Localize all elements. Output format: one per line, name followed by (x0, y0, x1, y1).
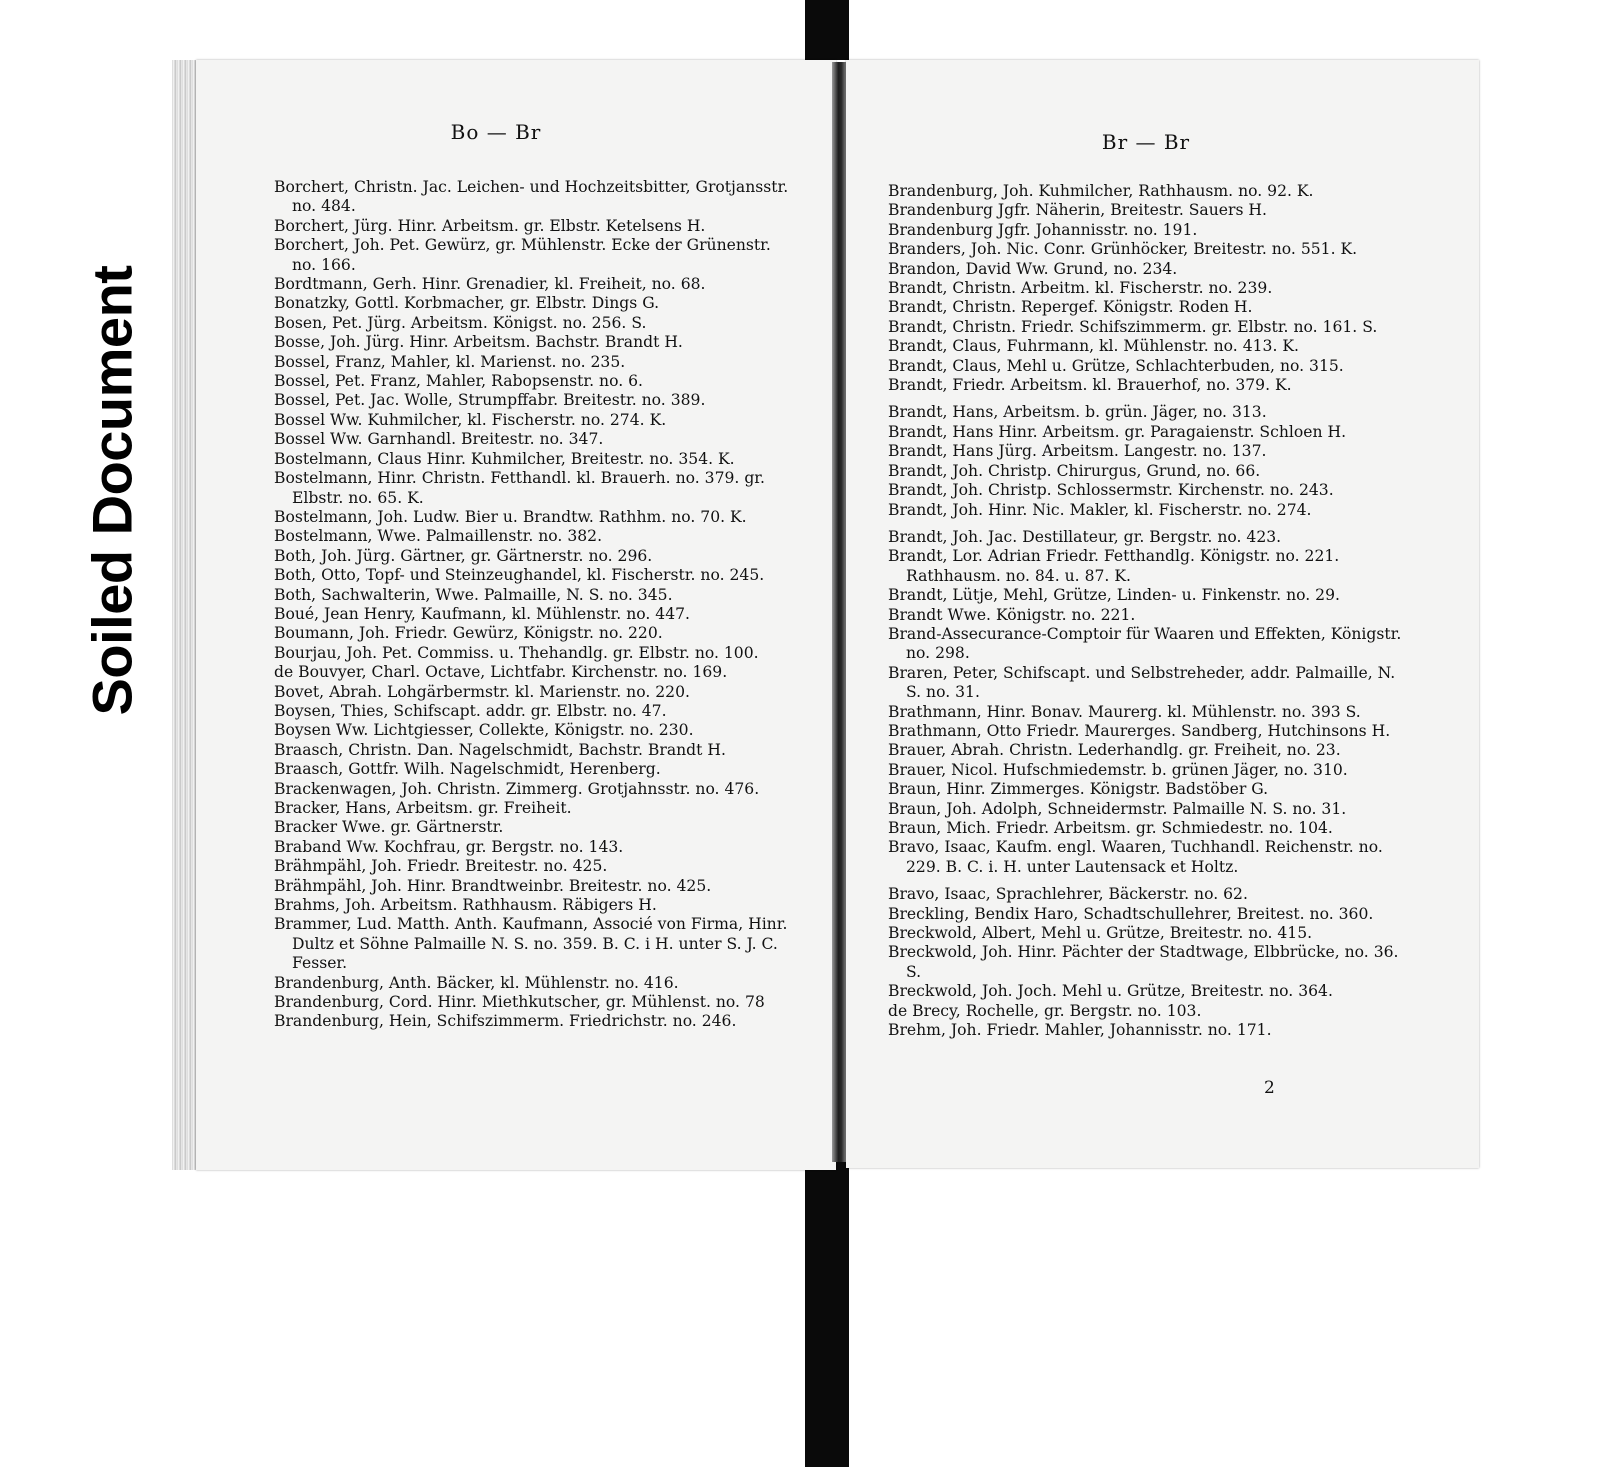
directory-entry: Breckling, Bendix Haro, Schadtschullehrer, Breitest. no. 360. (888, 904, 1374, 923)
directory-entry: Bostelmann, Joh. Ludw. Bier u. Brandtw. Rathhm. no. 70. K. (274, 507, 747, 526)
directory-entry: Bostelmann, Hinr. Christn. Fetthandl. kl. Brauerh. no. 379. gr. Elbstr. no. 65. K. (274, 469, 766, 507)
directory-entry: Braun, Joh. Adolph, Schneidermstr. Palmaille N. S. no. 31. (888, 799, 1347, 818)
right-page-entries (888, 182, 1408, 1040)
directory-entry: Brammer, Lud. Matth. Anth. Kaufmann, Associé von Firma, Hinr. Dultz et Söhne Palmaille N. S. no. 359. B. C. i H. unter S. J. C. Fesser. (274, 915, 788, 973)
directory-entry: Brandenburg Jgfr. Johannisstr. no. 191. (888, 220, 1198, 239)
directory-entry: Bracker Wwe. gr. Gärtnerstr. (274, 818, 504, 837)
directory-entry: Brandt, Joh. Christp. Schlossermstr. Kirchenstr. no. 243. (888, 481, 1334, 500)
directory-entry: Brand-Assecurance-Comptoir für Waaren und Effekten, Königstr. no. 298. (888, 624, 1402, 663)
directory-entry: Brehm, Joh. Friedr. Mahler, Johannisstr. no. 171. (888, 1021, 1272, 1040)
directory-entry: Brauer, Abrah. Christn. Lederhandlg. gr. Freiheit, no. 23. (888, 741, 1341, 760)
directory-entry: Brähmpähl, Joh. Friedr. Breitestr. no. 425. (274, 857, 608, 876)
directory-entry: Braasch, Gottfr. Wilh. Nagelschmidt, Herenberg. (274, 760, 661, 779)
directory-entry: Boysen, Thies, Schifscapt. addr. gr. Elbstr. no. 47. (274, 701, 667, 720)
directory-entry: Bordtmann, Gerh. Hinr. Grenadier, kl. Freiheit, no. 68. (274, 275, 706, 294)
directory-entry: Brandt, Hans Jürg. Arbeitsm. Langestr. no. 137. (888, 442, 1267, 461)
directory-entry: Brandt, Lor. Adrian Friedr. Fetthandlg. Königstr. no. 221. Rathhausm. no. 84. u. 87. K. (888, 547, 1340, 585)
right-page-header: Br — Br (1101, 130, 1191, 154)
directory-entry: Bossel Ww. Kuhmilcher, kl. Fischerstr. no. 274. K. (274, 410, 667, 429)
directory-entry: Bosse, Joh. Jürg. Hinr. Arbeitsm. Bachstr. Brandt H. (274, 333, 683, 352)
directory-entry: Brandt, Joh. Hinr. Nic. Makler, kl. Fischerstr. no. 274. (888, 500, 1312, 519)
directory-entry: Bossel, Franz, Mahler, kl. Marienst. no. 235. (274, 352, 626, 371)
directory-entry: Brathmann, Hinr. Bonav. Maurerg. kl. Mühlenstr. no. 393 S. (888, 702, 1361, 721)
directory-entry: Borchert, Jürg. Hinr. Arbeitsm. gr. Elbstr. Ketelsens H. (274, 216, 706, 235)
directory-entry: Brauer, Nicol. Hufschmiedemstr. b. grünen Jäger, no. 310. (888, 760, 1348, 779)
directory-entry: Brandt, Lütje, Mehl, Grütze, Linden- u. Finkenstr. no. 29. (888, 586, 1340, 605)
right-page (846, 60, 1479, 1168)
directory-entry: Boumann, Joh. Friedr. Gewürz, Königstr. no. 220. (274, 624, 663, 643)
directory-entry: de Brecy, Rochelle, gr. Bergstr. no. 103. (888, 1001, 1202, 1020)
directory-entry: Both, Otto, Topf- und Steinzeughandel, kl. Fischerstr. no. 245. (274, 566, 765, 585)
directory-entry: Braun, Mich. Friedr. Arbeitsm. gr. Schmiedestr. no. 104. (888, 819, 1333, 837)
directory-entry: Brandt, Hans Hinr. Arbeitsm. gr. Paragaienstr. Schloen H. (888, 422, 1347, 441)
directory-entry: Braun, Hinr. Zimmerges. Königstr. Badstöber G. (888, 780, 1269, 799)
directory-entry: Bovet, Abrah. Lohgärbermstr. kl. Marienstr. no. 220. (274, 682, 690, 701)
directory-entry: Brandt, Christn. Friedr. Schifszimmerm. gr. Elbstr. no. 161. S. (888, 317, 1378, 336)
directory-entry: Borchert, Joh. Pet. Gewürz, gr. Mühlenstr. Ecke der Grünenstr. no. 166. (274, 236, 771, 274)
directory-entry: Brandon, David Ww. Grund, no. 234. (888, 259, 1178, 278)
binding-strip-top (805, 0, 849, 60)
directory-entry: Bostelmann, Claus Hinr. Kuhmilcher, Breitestr. no. 354. K. (274, 449, 735, 468)
soiled-document-stamp (62, 240, 162, 740)
directory-entry: Brandt, Joh. Christp. Chirurgus, Grund, no. 66. (888, 461, 1261, 480)
directory-entry: Braren, Peter, Schifscapt. und Selbstreheder, addr. Palmaille, N. S. no. 31. (888, 663, 1396, 702)
directory-entry: Bossel Ww. Garnhandl. Breitestr. no. 347. (274, 430, 604, 449)
left-page (196, 60, 836, 1170)
binding-strip-bottom (805, 1158, 849, 1467)
directory-entry: Brandt, Joh. Jac. Destillateur, gr. Bergstr. no. 423. (888, 527, 1282, 546)
directory-entry: Brackenwagen, Joh. Christn. Zimmerg. Grotjahnsstr. no. 476. (274, 779, 760, 798)
directory-entry: Branders, Joh. Nic. Conr. Grünhöcker, Breitestr. no. 551. K. (888, 240, 1358, 259)
left-page-header: Bo — Br (450, 120, 542, 144)
directory-entry: Both, Sachwalterin, Wwe. Palmaille, N. S. no. 345. (274, 585, 673, 604)
directory-entry: Brandenburg, Hein, Schifszimmerm. Friedrichstr. no. 246. (274, 1012, 737, 1031)
directory-entry: Brandenburg Jgfr. Näherin, Breitestr. Sauers H. (888, 201, 1267, 220)
directory-entry: Bossel, Pet. Franz, Mahler, Rabopsenstr. no. 6. (274, 372, 643, 391)
directory-entry: Brandenburg, Joh. Kuhmilcher, Rathhausm. no. 92. K. (888, 182, 1314, 200)
directory-entry: Brandt, Friedr. Arbeitsm. kl. Brauerhof, no. 379. K. (888, 376, 1292, 395)
directory-entry: Boysen Ww. Lichtgiesser, Collekte, Königstr. no. 230. (274, 721, 694, 740)
page-number: 2 (1264, 1078, 1275, 1098)
directory-entry: Brandenburg, Anth. Bäcker, kl. Mühlenstr. no. 416. (274, 973, 679, 992)
directory-entry: Bravo, Isaac, Kaufm. engl. Waaren, Tuchhandl. Reichenstr. no. 229. B. C. i. H. unter Lautensack et Holtz. (888, 838, 1383, 876)
directory-entry: Breckwold, Joh. Joch. Mehl u. Grütze, Breitestr. no. 364. (888, 982, 1333, 1001)
directory-entry: Bourjau, Joh. Pet. Commiss. u. Thehandlg. gr. Elbstr. no. 100. (274, 643, 759, 662)
directory-entry: Brandt, Hans, Arbeitsm. b. grün. Jäger, no. 313. (888, 403, 1267, 422)
directory-entry: Bossel, Pet. Jac. Wolle, Strumpffabr. Breitestr. no. 389. (274, 391, 706, 410)
directory-entry: Brahms, Joh. Arbeitsm. Rathhausm. Räbigers H. (274, 896, 657, 915)
directory-entry: Brandt, Claus, Mehl u. Grütze, Schlachterbuden, no. 315. (888, 356, 1344, 375)
directory-entry: Brandt Wwe. Königstr. no. 221. (888, 605, 1136, 624)
directory-entry: de Bouvyer, Charl. Octave, Lichtfabr. Kirchenstr. no. 169. (274, 663, 728, 682)
left-page-entries (274, 178, 794, 1032)
directory-entry: Bonatzky, Gottl. Korbmacher, gr. Elbstr. Dings G. (274, 294, 660, 313)
directory-entry: Braband Ww. Kochfrau, gr. Bergstr. no. 143. (274, 837, 624, 856)
directory-entry: Bosen, Pet. Jürg. Arbeitsm. Königst. no. 256. S. (274, 313, 647, 332)
stamp-text: Soiled Document (80, 265, 144, 715)
directory-entry: Braasch, Christn. Dan. Nagelschmidt, Bachstr. Brandt H. (274, 740, 726, 759)
directory-entry: Breckwold, Joh. Hinr. Pächter der Stadtwage, Elbbrücke, no. 36. S. (888, 943, 1399, 981)
directory-entry: Both, Joh. Jürg. Gärtner, gr. Gärtnerstr. no. 296. (274, 546, 653, 565)
directory-entry: Breckwold, Albert, Mehl u. Grütze, Breitestr. no. 415. (888, 924, 1313, 943)
directory-entry: Bracker, Hans, Arbeitsm. gr. Freiheit. (274, 799, 572, 817)
directory-entry: Brathmann, Otto Friedr. Maurerges. Sandberg, Hutchinsons H. (888, 721, 1391, 740)
directory-entry: Borchert, Christn. Jac. Leichen- und Hochzeitsbitter, Grotjansstr. no. 484. (274, 178, 789, 216)
directory-entry: Bostelmann, Wwe. Palmaillenstr. no. 382. (274, 527, 603, 546)
directory-entry: Boué, Jean Henry, Kaufmann, kl. Mühlenstr. no. 447. (274, 604, 691, 623)
directory-entry: Brandt, Claus, Fuhrmann, kl. Mühlenstr. no. 413. K. (888, 337, 1299, 356)
directory-entry: Brandt, Christn. Arbeitm. kl. Fischerstr. no. 239. (888, 279, 1273, 298)
directory-entry: Brähmpähl, Joh. Hinr. Brandtweinbr. Breitestr. no. 425. (274, 876, 712, 895)
directory-entry: Bravo, Isaac, Sprachlehrer, Bäckerstr. no. 62. (888, 885, 1248, 904)
directory-entry: Brandt, Christn. Repergef. Königstr. Roden H. (888, 298, 1253, 317)
directory-entry: Brandenburg, Cord. Hinr. Miethkutscher, gr. Mühlenst. no. 78 (274, 993, 765, 1012)
